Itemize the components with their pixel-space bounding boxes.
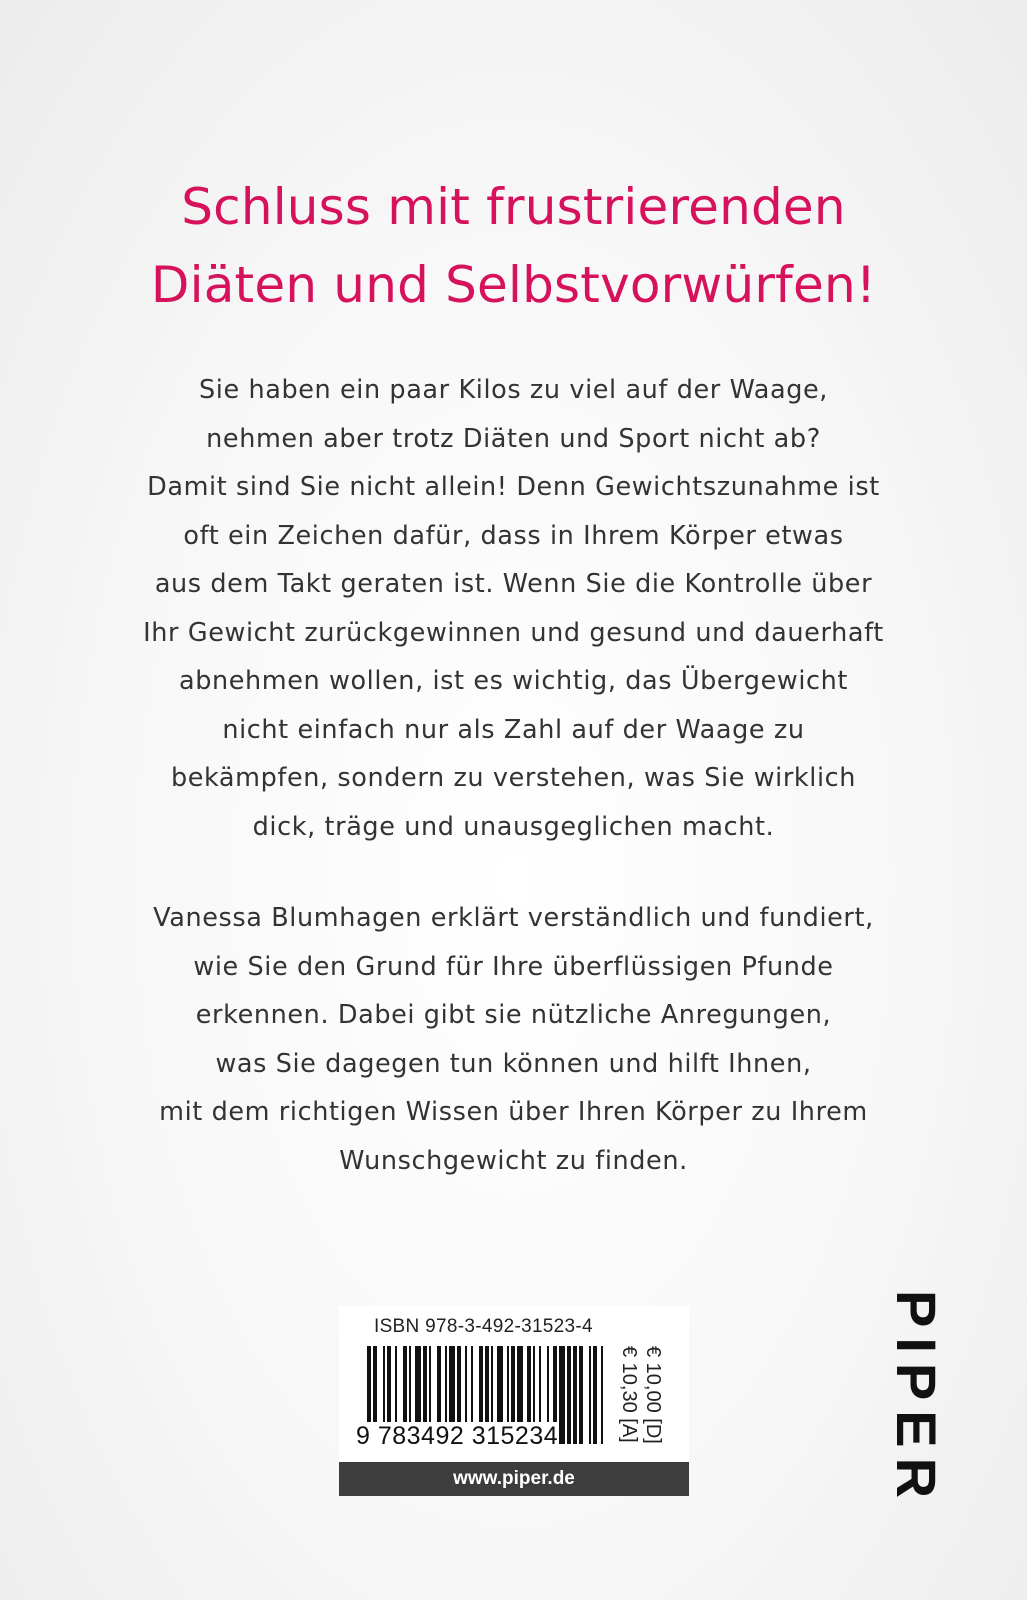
blurb-line: Sie haben ein paar Kilos zu viel auf der Waage,	[198, 375, 828, 405]
blurb-line: Wunschgewicht zu finden.	[339, 1145, 688, 1176]
blurb-line: dick, träge und unausgeglichen macht.	[252, 811, 775, 842]
blurb-line: was Sie dagegen tun können und hilft Ihnen,	[215, 1048, 812, 1079]
ean-digits-text: 9 783492 315234	[356, 1422, 559, 1450]
price-block	[613, 1346, 665, 1448]
barcode-box	[339, 1306, 689, 1496]
price-austria: € 10,30 [A]	[618, 1346, 640, 1443]
headline-line-1: Schluss mit frustrierenden	[181, 178, 846, 236]
publisher-logo: PIPER	[885, 1290, 948, 1509]
blurb-line: Vanessa Blumhagen erklärt verständlich und fundiert,	[153, 903, 874, 933]
blurb-line: nehmen aber trotz Diäten und Sport nicht ab?	[206, 423, 821, 454]
blurb-line: aus dem Takt geraten ist. Wenn Sie die Kontrolle über	[154, 569, 873, 599]
headline-line-2: Diäten und Selbstvorwürfen!	[150, 256, 877, 314]
blurb-line: oft ein Zeichen dafür, dass in Ihrem Körper etwas	[183, 520, 844, 551]
blurb-paragraph-2	[100, 894, 927, 1185]
blurb-line: wie Sie den Grund für Ihre überflüssigen Pfunde	[193, 951, 834, 982]
ean-digits	[355, 1422, 625, 1451]
blurb-line: Damit sind Sie nicht allein! Denn Gewichtszunahme ist	[147, 472, 880, 502]
price-germany: € 10,00 [D]	[642, 1346, 664, 1444]
headline	[0, 168, 1027, 324]
blurb-line: Ihr Gewicht zurückgewinnen und gesund und dauerhaft	[143, 617, 884, 648]
publisher-url: www.piper.de	[339, 1462, 689, 1496]
isbn-number: ISBN 978-3-492-31523-4	[374, 1316, 593, 1337]
blurb-line: bekämpfen, sondern zu verstehen, was Sie wirklich	[170, 763, 857, 793]
blurb-line: abnehmen wollen, ist es wichtig, das Übergewicht	[178, 666, 849, 696]
blurb-line: mit dem richtigen Wissen über Ihren Körper zu Ihrem	[159, 1097, 868, 1127]
blurb-line: nicht einfach nur als Zahl auf der Waage zu	[222, 714, 805, 745]
blurb-paragraph-1	[100, 366, 927, 851]
blurb-line: erkennen. Dabei gibt sie nützliche Anregungen,	[195, 1000, 832, 1030]
